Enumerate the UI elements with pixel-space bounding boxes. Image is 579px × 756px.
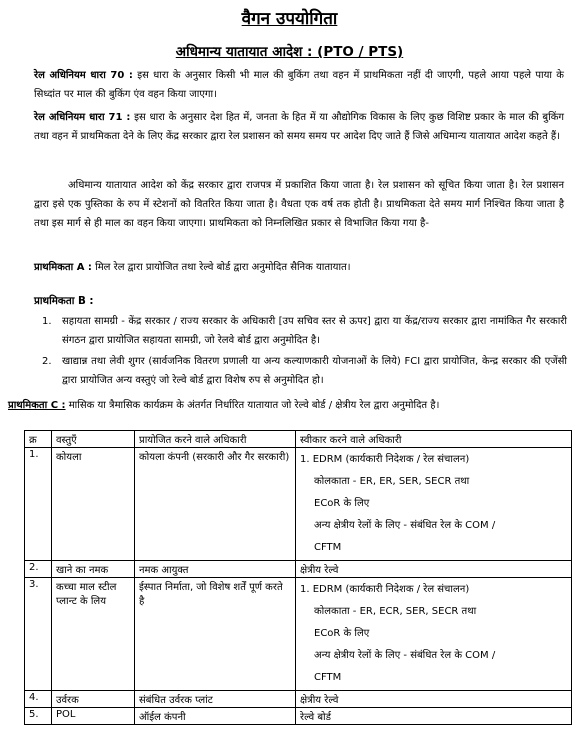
list-item-number: 2. bbox=[42, 356, 52, 367]
table-row bbox=[25, 708, 572, 725]
row-approver bbox=[296, 448, 572, 561]
table-row bbox=[25, 578, 572, 691]
column-header: प्रायोजित करने वाले अधिकारी bbox=[135, 431, 296, 448]
row-approver bbox=[296, 708, 572, 725]
priority-b-item bbox=[32, 352, 567, 390]
section-70-paragraph bbox=[34, 66, 564, 104]
list-item-number: 1. bbox=[42, 316, 52, 327]
page-title: वैगन उपयोगिता bbox=[241, 9, 338, 29]
row-number: 2. bbox=[25, 561, 52, 578]
row-sponsor: संबंधित उर्वरक प्लांट bbox=[135, 691, 296, 708]
approver-line: CFTM bbox=[314, 542, 342, 553]
row-item: कोयला bbox=[52, 448, 135, 561]
priority-b-item bbox=[32, 312, 567, 350]
column-header: क्र bbox=[25, 431, 52, 448]
approver-line: कोलकाता - ER, ER, SER, SECR तथा bbox=[314, 476, 470, 487]
row-item: उर्वरक bbox=[52, 691, 135, 708]
section-70-text: इस धारा के अनुसार किसी भी माल की बुकिंग तथा वहन में प्राथमिकता नहीं दी जाएगी, पहले आया पहले पाया के सिध्दांत पर माल की बुकिंग एंव वहन किया जाएगा। bbox=[34, 70, 564, 100]
row-approver bbox=[296, 561, 572, 578]
priority-b-label: प्राथमिकता B : bbox=[34, 295, 94, 307]
approver-line: ECoR के लिए bbox=[314, 628, 370, 639]
approver-line: 1. EDRM (कार्यकारी निदेशक / रेल संचालन) bbox=[300, 584, 470, 595]
row-number: 3. bbox=[25, 578, 52, 691]
table-header-row bbox=[25, 431, 572, 448]
priority-a-paragraph bbox=[34, 258, 564, 277]
intro-paragraph: अधिमान्य यातायात आदेश को केंद्र सरकार द्वारा राजपत्र में प्रकाशित किया जाता है। रेल प्रशासन को सूचित किया जाता है। रेल प्रशासन द्वारा इसे एक पुस्तिका के रुप में स्टेशनों को वितरित किया जाता है। वैधता एक वर्ष तक होती है। प्राथमिकता देते समय मार्ग निश्चित किया जाता है तथा इस मार्ग से ही माल का वहन किया जाएगा। प्राथमिकता को निम्नलिखित प्रकार से विभाजित किया गया है- bbox=[34, 180, 564, 229]
approver-line: अन्य क्षेत्रीय रेलों के लिए - संबंधित रेल के COM / bbox=[314, 520, 496, 531]
column-header: स्वीकार करने वाले अधिकारी bbox=[296, 431, 572, 448]
priority-a-label: प्राथमिकता A : bbox=[34, 262, 92, 273]
priority-c-paragraph bbox=[8, 396, 566, 415]
priority-c-text: मासिक या त्रैमासिक कार्यक्रम के अंतर्गत निर्धारित यातायात जो रेल्वे बोर्ड / क्षेत्रीय रेल द्वारा अनुमोदित है। bbox=[68, 400, 440, 411]
priority-table bbox=[24, 430, 572, 725]
row-sponsor: ईस्पात निर्माता, जो विशेष शर्तें पूर्ण करते है bbox=[135, 578, 296, 691]
list-item-text: खाद्यान्न तथा लेवी शुगर (सार्वजनिक वितरण प्रणाली या अन्य कल्याणकारी योजनाओं के लिये) FCI द्वारा प्रायोजित, केन्द्र सरकार की एजेंसी द्वारा प्रायोजित अन्य वस्तुएं जो रेल्वे बोर्ड द्वारा विशेष रुप से अनुमोदित हो। bbox=[62, 356, 567, 386]
row-sponsor: नमक आयुक्त bbox=[135, 561, 296, 578]
approver-line: अन्य क्षेत्रीय रेलों के लिए - संबंधित रेल के COM / bbox=[314, 650, 496, 661]
row-item: POL bbox=[52, 708, 135, 725]
approver-line: रेल्वे बोर्ड bbox=[300, 712, 331, 723]
priority-c-label: प्राथमिकता C : bbox=[8, 400, 66, 411]
section-71-text: इस धारा के अनुसार देश हित में, जनता के हित में या औद्योगिक विकास के लिए कुछ विशिष्ट प्रकार के माल की बुकिंग तथा वहन में प्राथमिकता देने के लिए केंद्र सरकार द्वारा रेल प्रशासन को समय समय पर आदेश दिए जाते हैं जिसे अधिमान्य यातायात आदेश कहते हैं। bbox=[34, 112, 565, 142]
approver-line: क्षेत्रीय रेल्वे bbox=[300, 565, 339, 576]
table-row bbox=[25, 691, 572, 708]
approver-line: CFTM bbox=[314, 672, 342, 683]
approver-line: कोलकाता - ER, ECR, SER, SECR तथा bbox=[314, 606, 477, 617]
row-approver bbox=[296, 691, 572, 708]
row-item: खाने का नमक bbox=[52, 561, 135, 578]
table-row bbox=[25, 448, 572, 561]
row-item: कच्चा माल स्टील प्लान्ट के लिय bbox=[52, 578, 135, 691]
approver-line: ECoR के लिए bbox=[314, 498, 370, 509]
row-sponsor: कोयला कंपनी (सरकारी और गैर सरकारी) bbox=[135, 448, 296, 561]
row-number: 1. bbox=[25, 448, 52, 561]
section-70-label: रेल अधिनियम धारा 70 : bbox=[34, 70, 133, 81]
page-subtitle: अधिमान्य यातायात आदेश : (PTO / PTS) bbox=[175, 44, 404, 60]
row-sponsor: ऑईल कंपनी bbox=[135, 708, 296, 725]
table-row bbox=[25, 561, 572, 578]
row-number: 5. bbox=[25, 708, 52, 725]
priority-a-text: मिल रेल द्वारा प्रायोजित तथा रेल्वे बोर्ड द्वारा अनुमोदित सैनिक यातायात। bbox=[95, 262, 351, 273]
section-71-label: रेल अधिनियम धारा 71 : bbox=[34, 112, 131, 123]
list-item-text: सहायता सामग्री - केंद्र सरकार / राज्य सरकार के अधिकारी [उप सचिव स्तर से ऊपर] द्वारा या केंद्र/राज्य सरकार द्वारा नामांकित गैर सरकारी संगठन द्वारा प्रायोजित सहायता सामग्री, जो रेलवे बोर्ड द्वारा अनुमोदित है। bbox=[62, 316, 567, 346]
row-approver bbox=[296, 578, 572, 691]
column-header: वस्तुएँ bbox=[52, 431, 135, 448]
row-number: 4. bbox=[25, 691, 52, 708]
section-71-paragraph bbox=[34, 108, 564, 146]
approver-line: 1. EDRM (कार्यकारी निदेशक / रेल संचालन) bbox=[300, 454, 470, 465]
approver-line: क्षेत्रीय रेल्वे bbox=[300, 695, 339, 706]
